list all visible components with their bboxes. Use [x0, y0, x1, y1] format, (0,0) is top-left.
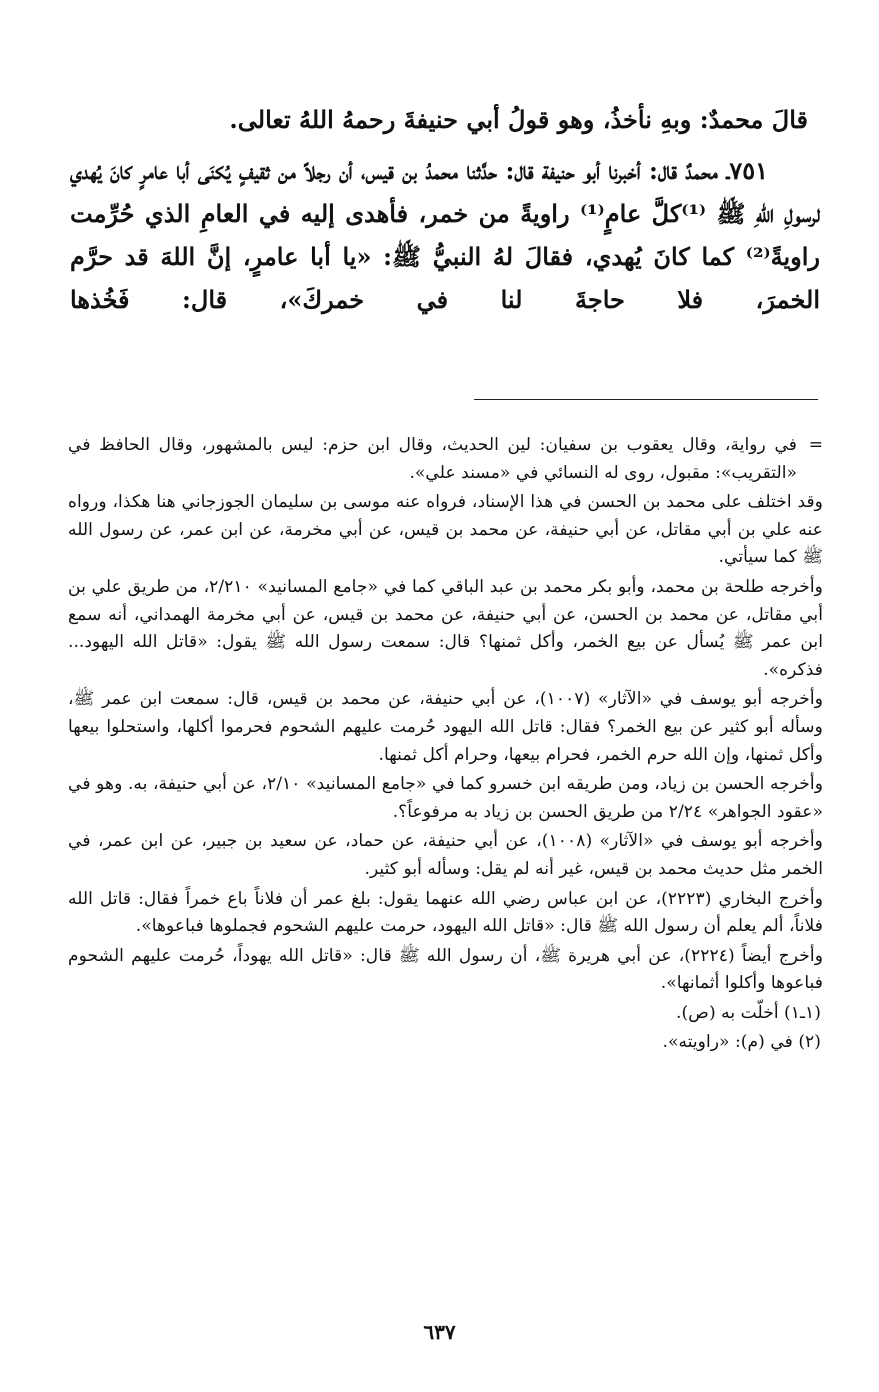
footnote-paragraph: في رواية، وقال يعقوب بن سفيان: لين الحديث، وقال ابن حزم: ليس بالمشهور، وقال الحافظ في «التقريب»: مقبول، روى له النسائي في «مسند علي». — [68, 435, 797, 483]
hadith-text: محمدٌ قال: أخبرنا أبو حنيفة قال: حدَّثنا محمدُ بن قيس، أن رجلاً من ثقيفٍ يُكنَى أبا عامرٍ كانَ يُهدي لرسولِ اللهِ ﷺ ⁽¹⁾كلَّ عامٍ⁽¹⁾ راويةً من خمر، فأهدى إليه في العامِ الذي حُرِّمت راويةً⁽²⁾ كما كانَ يُهدي، فقالَ لهُ النبيُّ ﷺ: «يا أبا عامرٍ، إنَّ اللهَ قد حرَّم الخمرَ، فلا حاجةَ لنا في خمركَ»، قال: فَخُذها — [70, 156, 820, 314]
page-number: ٦٣٧ — [423, 1320, 456, 1344]
footnote-paragraph: وأخرج البخاري (٢٢٢٣)، عن ابن عباس رضي الله عنهما يقول: بلغ عمر أن فلاناً باع خمراً فقال: قاتل الله فلاناً، ألم يعلم أن رسول الله ﷺ قال: «قاتل الله اليهود، حرمت عليهم الشحوم فجملوها فباعوها». — [68, 888, 823, 937]
footnote-note-1: (١ـ١) أخلّت به (ص). — [676, 1002, 821, 1023]
hadith-paragraph — [70, 149, 820, 321]
footnote-paragraph: وأخرجه أبو يوسف في «الآثار» (١٠٠٨)، عن أبي حنيفة، عن حماد، عن سعيد بن جبير، عن ابن عمر، في الخمر مثل حديث محمد بن قيس، غير أنه لم يقل: وسأله أبو كثير. — [68, 831, 823, 879]
continuation-mark: = — [808, 435, 823, 455]
footnotes — [68, 432, 823, 1059]
main-text — [70, 98, 820, 321]
footnote-paragraph: وأخرج أيضاً (٢٢٢٤)، عن أبي هريرة ﷺ، أن رسول الله ﷺ قال: «قاتل الله يهوداً، حُرمت عليهم الشحوم فباعوها وأكلوا أثمانها». — [68, 945, 823, 994]
hadith-number: ٧٥١ـ — [726, 156, 768, 185]
main-line-1: قالَ محمدٌ: وبهِ نأخذُ، وهو قولُ أبي حنيفةَ رحمهُ اللهُ تعالى. — [229, 105, 808, 134]
footnote-divider — [474, 399, 818, 400]
footnote-paragraph: وأخرجه طلحة بن محمد، وأبو بكر محمد بن عبد الباقي كما في «جامع المسانيد» ٢/٢١٠، من طريق علي بن أبي مقاتل، عن محمد بن الحسن، عن أبي حنيفة، عن محمد بن قيس، عن أبي مخرمة الهمداني، أنه سمع ابن عمر ﷺ يُسأل عن بيع الخمر، وأكل ثمنها؟ قال: سمعت رسول الله ﷺ يقول: «قاتل الله اليهود... فذكره». — [68, 576, 823, 680]
footnote-paragraph: وقد اختلف على محمد بن الحسن في هذا الإسناد، فرواه عنه موسى بن سليمان الجوزجاني هنا هكذا، ورواه عنه علي بن أبي مقاتل، عن أبي حنيفة، عن محمد بن قيس، عن أبي مخرمة، عن ابن عمر، عن رسول الله ﷺ كما سيأتي. — [68, 492, 823, 568]
footnote-note-2: (٢) في (م): «راويته». — [662, 1032, 821, 1053]
footnote-paragraph: وأخرجه الحسن بن زياد، ومن طريقه ابن خسرو كما في «جامع المسانيد» ٢/١٠، عن أبي حنيفة، به. وهو في «عقود الجواهر» ٢/٢٤ من طريق الحسن بن زياد به مرفوعاً؟. — [68, 774, 823, 822]
footnote-paragraph: وأخرجه أبو يوسف في «الآثار» (١٠٠٧)، عن أبي حنيفة، عن محمد بن قيس، قال: سمعت ابن عمر ﷺ، وسأله أبو كثير عن بيع الخمر؟ فقال: قاتل الله اليهود حُرمت عليهم الشحوم فحرموا أكلها، واستحلوا بيعها وأكل ثمنها، وإن الله حرم الخمر، فحرام بيعها، وحرام أكل ثمنها. — [68, 689, 824, 765]
